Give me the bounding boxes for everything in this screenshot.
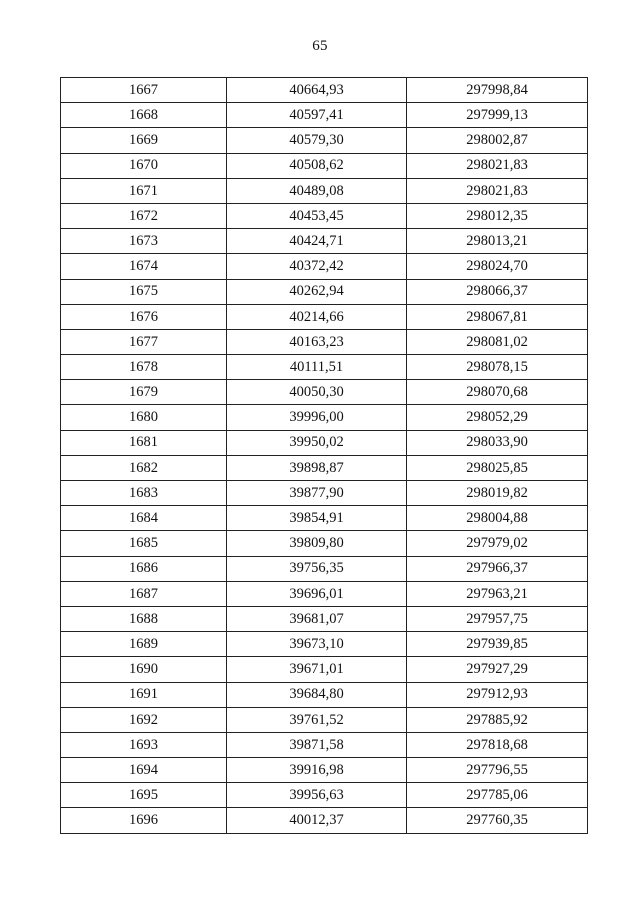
point-number-cell: 1691 — [61, 682, 227, 707]
x-coordinate-cell: 40424,71 — [227, 229, 407, 254]
table-row — [61, 783, 588, 808]
table-row — [61, 481, 588, 506]
y-coordinate-cell: 298019,82 — [407, 481, 588, 506]
table-row — [61, 581, 588, 606]
x-coordinate-cell: 40050,30 — [227, 380, 407, 405]
x-coordinate-cell: 40372,42 — [227, 254, 407, 279]
table-row — [61, 808, 588, 833]
x-coordinate-cell: 39684,80 — [227, 682, 407, 707]
point-number-cell: 1669 — [61, 128, 227, 153]
coordinate-table — [60, 77, 588, 834]
point-number-cell: 1696 — [61, 808, 227, 833]
y-coordinate-cell: 298070,68 — [407, 380, 588, 405]
table-row — [61, 682, 588, 707]
x-coordinate-cell: 39950,02 — [227, 430, 407, 455]
y-coordinate-cell: 297957,75 — [407, 606, 588, 631]
point-number-cell: 1692 — [61, 707, 227, 732]
y-coordinate-cell: 297979,02 — [407, 531, 588, 556]
table-row — [61, 430, 588, 455]
x-coordinate-cell: 40664,93 — [227, 78, 407, 103]
y-coordinate-cell: 297963,21 — [407, 581, 588, 606]
table-row — [61, 279, 588, 304]
coordinate-table-container — [60, 77, 587, 834]
x-coordinate-cell: 39761,52 — [227, 707, 407, 732]
y-coordinate-cell: 297796,55 — [407, 758, 588, 783]
x-coordinate-cell: 39956,63 — [227, 783, 407, 808]
y-coordinate-cell: 298013,21 — [407, 229, 588, 254]
y-coordinate-cell: 297885,92 — [407, 707, 588, 732]
y-coordinate-cell: 298024,70 — [407, 254, 588, 279]
table-row — [61, 178, 588, 203]
table-row — [61, 355, 588, 380]
y-coordinate-cell: 297966,37 — [407, 556, 588, 581]
table-row — [61, 506, 588, 531]
x-coordinate-cell: 40111,51 — [227, 355, 407, 380]
y-coordinate-cell: 298066,37 — [407, 279, 588, 304]
point-number-cell: 1693 — [61, 732, 227, 757]
table-row — [61, 707, 588, 732]
y-coordinate-cell: 297998,84 — [407, 78, 588, 103]
y-coordinate-cell: 297912,93 — [407, 682, 588, 707]
x-coordinate-cell: 39681,07 — [227, 606, 407, 631]
table-row — [61, 758, 588, 783]
point-number-cell: 1687 — [61, 581, 227, 606]
point-number-cell: 1685 — [61, 531, 227, 556]
table-row — [61, 203, 588, 228]
y-coordinate-cell: 297818,68 — [407, 732, 588, 757]
table-row — [61, 254, 588, 279]
y-coordinate-cell: 298002,87 — [407, 128, 588, 153]
x-coordinate-cell: 39916,98 — [227, 758, 407, 783]
point-number-cell: 1686 — [61, 556, 227, 581]
y-coordinate-cell: 297785,06 — [407, 783, 588, 808]
point-number-cell: 1689 — [61, 632, 227, 657]
x-coordinate-cell: 39696,01 — [227, 581, 407, 606]
y-coordinate-cell: 298021,83 — [407, 153, 588, 178]
y-coordinate-cell: 297939,85 — [407, 632, 588, 657]
point-number-cell: 1670 — [61, 153, 227, 178]
point-number-cell: 1690 — [61, 657, 227, 682]
point-number-cell: 1675 — [61, 279, 227, 304]
x-coordinate-cell: 40163,23 — [227, 329, 407, 354]
table-row — [61, 229, 588, 254]
x-coordinate-cell: 40489,08 — [227, 178, 407, 203]
table-row — [61, 632, 588, 657]
point-number-cell: 1676 — [61, 304, 227, 329]
table-row — [61, 455, 588, 480]
table-row — [61, 531, 588, 556]
page-number: 65 — [312, 38, 328, 54]
point-number-cell: 1671 — [61, 178, 227, 203]
x-coordinate-cell: 39809,80 — [227, 531, 407, 556]
point-number-cell: 1684 — [61, 506, 227, 531]
table-row — [61, 732, 588, 757]
y-coordinate-cell: 297927,29 — [407, 657, 588, 682]
x-coordinate-cell: 39996,00 — [227, 405, 407, 430]
y-coordinate-cell: 297999,13 — [407, 103, 588, 128]
coordinate-table-body — [61, 78, 588, 834]
x-coordinate-cell: 40453,45 — [227, 203, 407, 228]
x-coordinate-cell: 40508,62 — [227, 153, 407, 178]
x-coordinate-cell: 40214,66 — [227, 304, 407, 329]
x-coordinate-cell: 40262,94 — [227, 279, 407, 304]
x-coordinate-cell: 39671,01 — [227, 657, 407, 682]
point-number-cell: 1668 — [61, 103, 227, 128]
x-coordinate-cell: 39877,90 — [227, 481, 407, 506]
point-number-cell: 1688 — [61, 606, 227, 631]
x-coordinate-cell: 40012,37 — [227, 808, 407, 833]
y-coordinate-cell: 298052,29 — [407, 405, 588, 430]
table-row — [61, 405, 588, 430]
x-coordinate-cell: 40579,30 — [227, 128, 407, 153]
x-coordinate-cell: 39871,58 — [227, 732, 407, 757]
point-number-cell: 1694 — [61, 758, 227, 783]
y-coordinate-cell: 298021,83 — [407, 178, 588, 203]
x-coordinate-cell: 39756,35 — [227, 556, 407, 581]
y-coordinate-cell: 298025,85 — [407, 455, 588, 480]
x-coordinate-cell: 39898,87 — [227, 455, 407, 480]
x-coordinate-cell: 39854,91 — [227, 506, 407, 531]
y-coordinate-cell: 298004,88 — [407, 506, 588, 531]
point-number-cell: 1677 — [61, 329, 227, 354]
y-coordinate-cell: 298078,15 — [407, 355, 588, 380]
table-row — [61, 78, 588, 103]
y-coordinate-cell: 298033,90 — [407, 430, 588, 455]
table-row — [61, 153, 588, 178]
table-row — [61, 329, 588, 354]
x-coordinate-cell: 39673,10 — [227, 632, 407, 657]
table-row — [61, 556, 588, 581]
point-number-cell: 1682 — [61, 455, 227, 480]
table-row — [61, 304, 588, 329]
point-number-cell: 1680 — [61, 405, 227, 430]
point-number-cell: 1673 — [61, 229, 227, 254]
x-coordinate-cell: 40597,41 — [227, 103, 407, 128]
point-number-cell: 1679 — [61, 380, 227, 405]
point-number-cell: 1681 — [61, 430, 227, 455]
table-row — [61, 128, 588, 153]
table-row — [61, 606, 588, 631]
table-row — [61, 103, 588, 128]
point-number-cell: 1672 — [61, 203, 227, 228]
y-coordinate-cell: 298081,02 — [407, 329, 588, 354]
y-coordinate-cell: 298067,81 — [407, 304, 588, 329]
point-number-cell: 1674 — [61, 254, 227, 279]
y-coordinate-cell: 297760,35 — [407, 808, 588, 833]
point-number-cell: 1678 — [61, 355, 227, 380]
point-number-cell: 1683 — [61, 481, 227, 506]
point-number-cell: 1695 — [61, 783, 227, 808]
table-row — [61, 380, 588, 405]
table-row — [61, 657, 588, 682]
point-number-cell: 1667 — [61, 78, 227, 103]
y-coordinate-cell: 298012,35 — [407, 203, 588, 228]
